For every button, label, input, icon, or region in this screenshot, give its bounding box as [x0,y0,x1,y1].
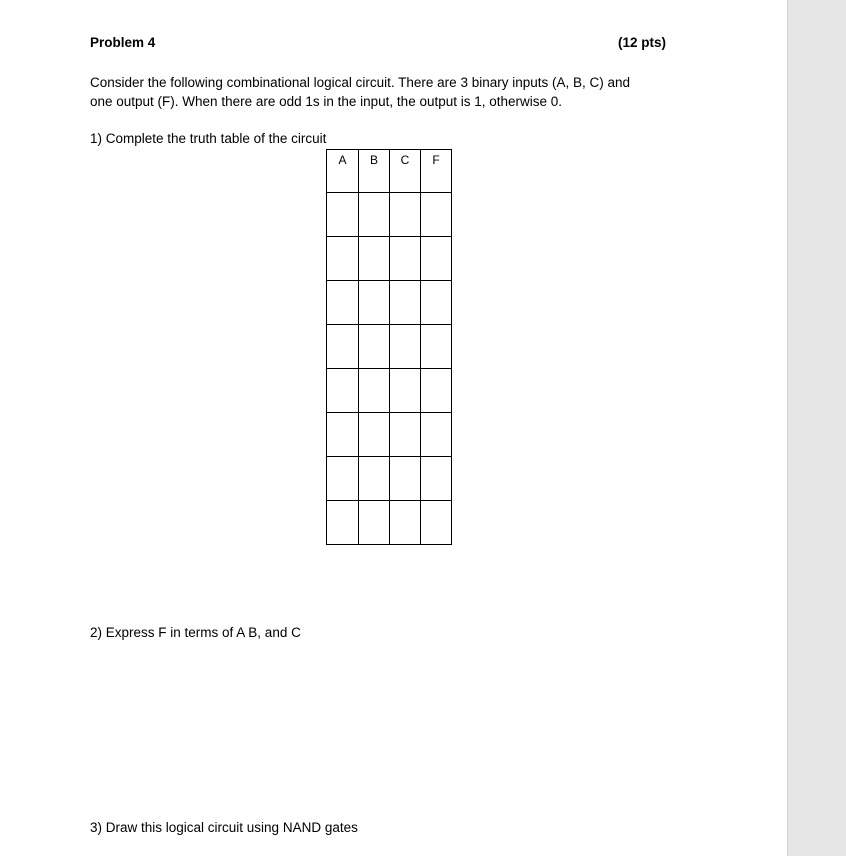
header-a: A [327,150,359,193]
truth-table-cell[interactable] [359,281,390,325]
truth-table-cell[interactable] [421,281,452,325]
truth-table-cell[interactable] [359,501,390,545]
header-b: B [359,150,390,193]
header-f: F [421,150,452,193]
truth-table-cell[interactable] [421,325,452,369]
table-row [327,501,452,545]
question-2: 2) Express F in terms of A B, and C [90,625,301,640]
table-row [327,237,452,281]
table-row [327,457,452,501]
truth-table-cell[interactable] [327,281,359,325]
truth-table-cell[interactable] [421,193,452,237]
problem-title: Problem 4 [90,35,156,50]
truth-table-cell[interactable] [421,501,452,545]
truth-table-cell[interactable] [390,369,421,413]
question-3: 3) Draw this logical circuit using NAND gates [90,820,358,835]
table-row [327,413,452,457]
truth-table [326,149,452,545]
truth-table-cell[interactable] [359,369,390,413]
header-c: C [390,150,421,193]
truth-table-cell[interactable] [421,369,452,413]
truth-table-cell[interactable] [327,501,359,545]
truth-table-cell[interactable] [390,501,421,545]
truth-table-cell[interactable] [327,193,359,237]
truth-table-cell[interactable] [359,457,390,501]
table-row [327,193,452,237]
question-1: 1) Complete the truth table of the circuit [90,131,327,146]
truth-table-cell[interactable] [359,193,390,237]
truth-table-cell[interactable] [327,325,359,369]
description-line-2: one output (F). When there are odd 1s in the input, the output is 1, otherwise 0. [90,94,563,109]
problem-description [90,73,690,111]
truth-table-cell[interactable] [359,325,390,369]
truth-table-body [327,193,452,545]
truth-table-cell[interactable] [327,457,359,501]
description-line-1: Consider the following combinational logical circuit. There are 3 binary inputs (A, B, C) and [90,75,631,90]
truth-table-cell[interactable] [359,413,390,457]
truth-table-cell[interactable] [390,193,421,237]
page-gutter [787,0,846,856]
truth-table-cell[interactable] [390,325,421,369]
truth-table-cell[interactable] [327,413,359,457]
problem-points: (12 pts) [618,35,667,50]
truth-table-cell[interactable] [327,369,359,413]
table-row [327,369,452,413]
truth-table-cell[interactable] [421,457,452,501]
truth-table-header-row [327,150,452,193]
truth-table-cell[interactable] [390,237,421,281]
truth-table-cell[interactable] [327,237,359,281]
table-row [327,325,452,369]
truth-table-cell[interactable] [421,237,452,281]
truth-table-cell[interactable] [390,457,421,501]
truth-table-cell[interactable] [359,237,390,281]
truth-table-cell[interactable] [390,281,421,325]
truth-table-cell[interactable] [421,413,452,457]
truth-table-cell[interactable] [390,413,421,457]
table-row [327,281,452,325]
